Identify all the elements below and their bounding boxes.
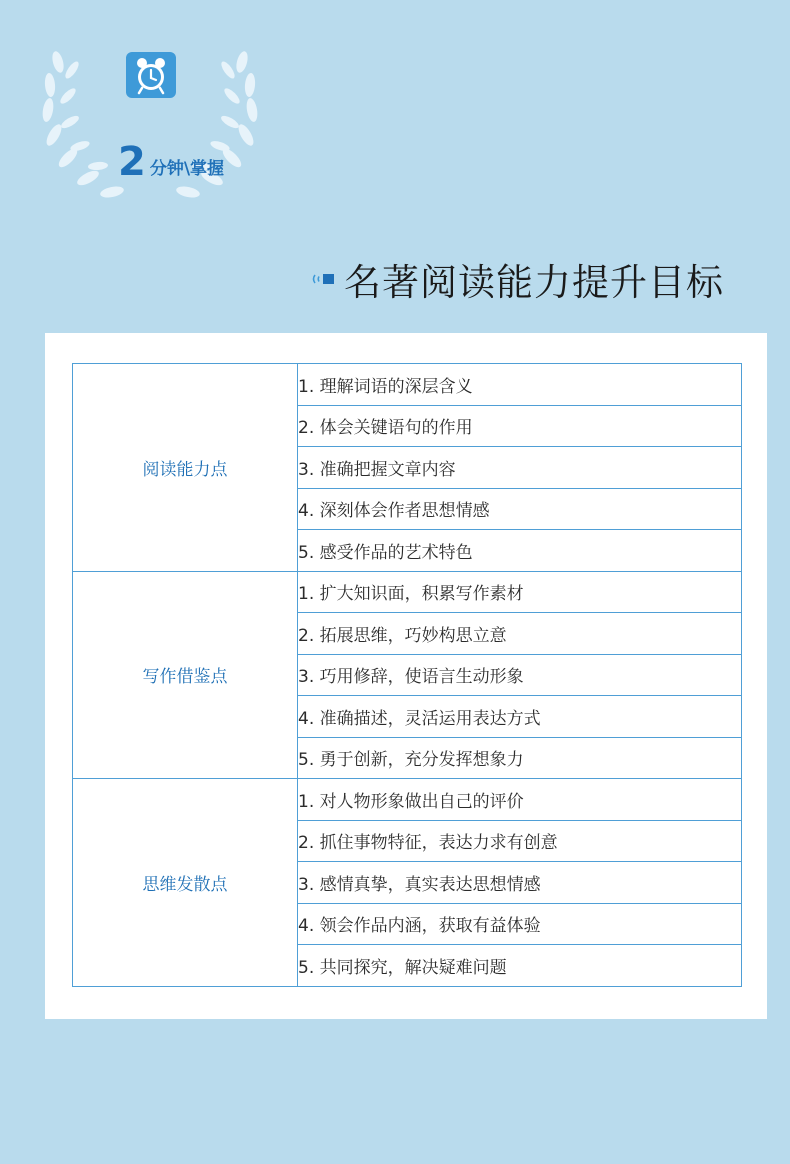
goals-card [45,333,767,1019]
goals-table [72,363,742,987]
table-row [73,364,742,406]
goal-item: 2. 抓住事物特征，表达力求有创意 [298,820,742,862]
alarm-clock-icon [126,52,176,98]
section-header [310,252,724,306]
goal-item: 5. 勇于创新，充分发挥想象力 [298,737,742,779]
category-cell: 写作借鉴点 [73,571,298,779]
goal-item: 2. 拓展思维，巧妙构思立意 [298,613,742,655]
goal-item: 3. 准确把握文章内容 [298,447,742,489]
goal-item: 4. 领会作品内涵，获取有益体验 [298,903,742,945]
badge-caption [118,140,224,184]
table-row [73,571,742,613]
goal-item: 4. 准确描述，灵活运用表达方式 [298,696,742,738]
goal-item: 3. 感情真挚，真实表达思想情感 [298,862,742,904]
goal-item: 5. 感受作品的艺术特色 [298,530,742,572]
goal-item: 1. 扩大知识面，积累写作素材 [298,571,742,613]
category-cell: 思维发散点 [73,779,298,987]
goal-item: 4. 深刻体会作者思想情感 [298,488,742,530]
goal-item: 3. 巧用修辞，使语言生动形象 [298,654,742,696]
category-cell: 阅读能力点 [73,364,298,572]
goal-item: 1. 理解词语的深层含义 [298,364,742,406]
page-title: 名著阅读能力提升目标 [344,261,724,304]
goal-item: 1. 对人物形象做出自己的评价 [298,779,742,821]
goal-item: 2. 体会关键语句的作用 [298,405,742,447]
goal-item: 5. 共同探究，解决疑难问题 [298,945,742,987]
speaker-icon [310,268,336,290]
badge-label: 分钟\掌握 [149,158,225,179]
table-row [73,779,742,821]
badge-number: 2 [118,139,146,185]
badge [30,30,270,220]
